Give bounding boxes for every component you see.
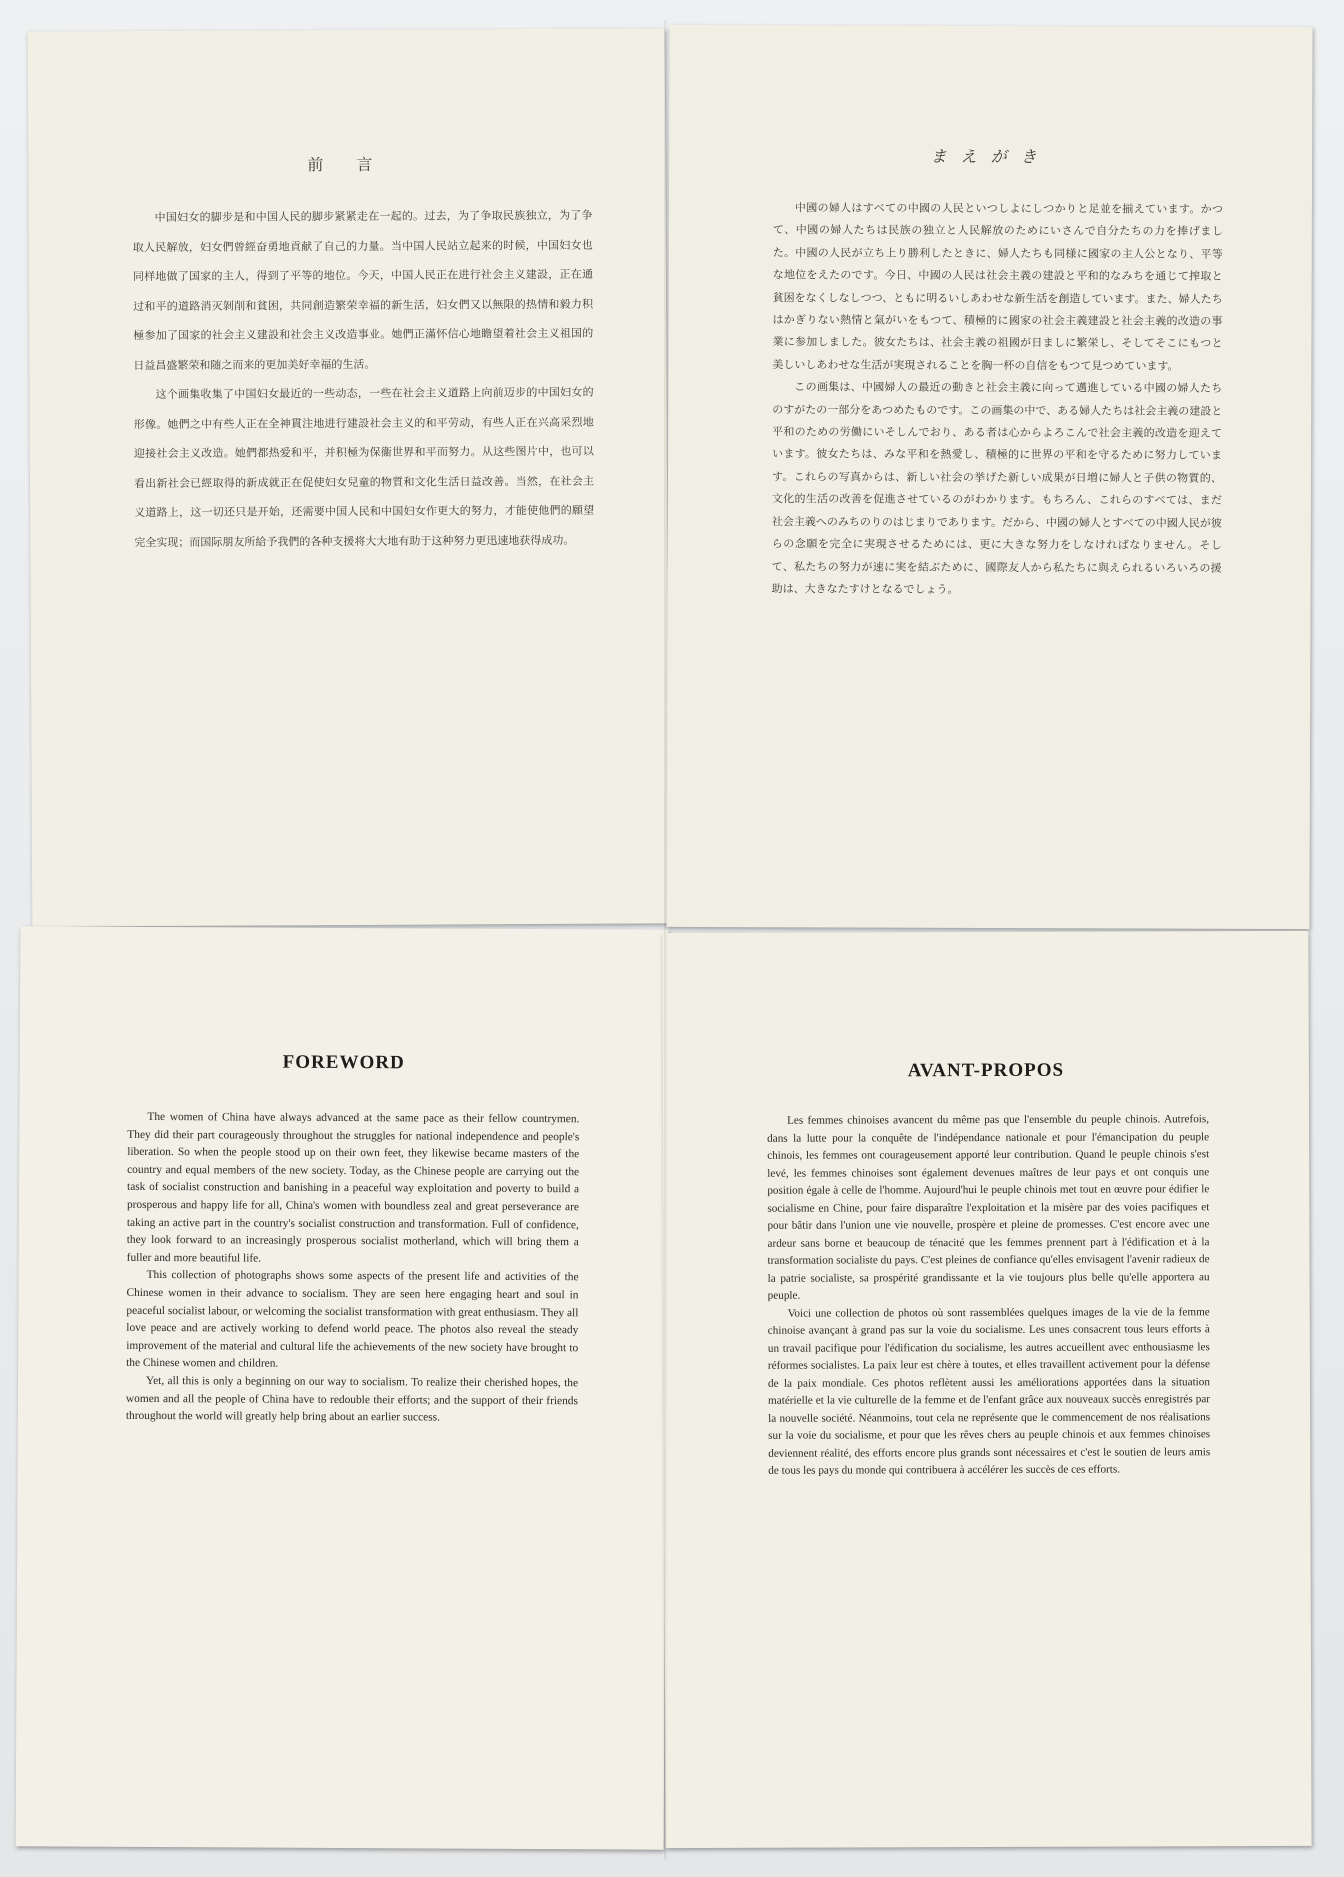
french-foreword-body (767, 1111, 1210, 1480)
english-foreword-page (16, 926, 669, 1849)
chinese-foreword-title: 前 言 (307, 154, 387, 175)
japanese-foreword-page (666, 25, 1312, 929)
japanese-foreword-body (772, 197, 1223, 602)
page-seam-shadow (664, 20, 668, 1860)
chinese-paragraph-2: 这个画集收集了中国妇女最近的一些动态，一些在社会主义道路上向前迈步的中国妇女的形像。她們之中有些人正在全神貫注地进行建設社会主义的和平劳动，有些人正在兴高采烈地迎接社会主义改造。她們都热爱和平，并积極为保衞世界和平而努力。从这些图片中，也可以看出新社会已經取得的新成就正在促使妇女兒童的物質和文化生活日益改善。当然，在社会主义道路上，这一切还只是开始，还需要中国人民和中国妇女作更大的努力，才能使他們的願望完全实现；而国际朋友所給予我們的各种支援将大大地有助于这种努力更迅速地获得成功。 (133, 385, 595, 549)
chinese-paragraph-1: 中国妇女的脚步是和中国人民的脚步紧紧走在一起的。过去，为了争取民族独立，为了争取人民解放，妇女們曾經奋勇地貢献了自己的力量。当中国人民站立起来的时候，中国妇女也同样地做了国家的主人，得到了平等的地位。今天，中国人民正在进行社会主义建設，正在通过和平的道路消灭剝削和貧困，共同創造繁荣幸福的新生活，妇女們又以無限的热情和毅力积極参加了国家的社会主义建設和社会主义改造事业。她們正滿怀信心地瞻望着社会主义祖国的日益昌盛繁荣和随之而来的更加美好幸福的生活。 (132, 208, 594, 372)
japanese-foreword-title: まえがき (930, 146, 1051, 167)
french-paragraph-2: Voici une collection de photos où sont rassemblées quelques images de la vie de la femme chinoise avançant à grand pas sur la voie du socialisme. Les unes consacrent tous leurs efforts à un travail pacifique pour l'édification du socialisme, les autres accueillent avec enthousiasme les réformes socialistes. La paix leur est chère à toutes, et elles travaillent activement pour la défense de la paix mondiale. Ces photos reflètent aussi les améliorations apportées dans la situation matérielle et la vie culturelle de la femme et de l'enfant grâce aux nouveaux succès enregistrés par la nouvelle société. Néanmoins, tout cela ne représente que le commencement de nos réalisations sur la voie du socialisme, et pour que les rêves chers au peuple chinois et aux femmes chinoises deviennent réalité, des efforts encore plus grands sont nécessaires et c'est le soutien de leurs amis de tous les pays du monde qui contribuera à accélérer les succès de ces efforts. (767, 1305, 1211, 1477)
english-foreword-title: FOREWORD (282, 1051, 405, 1074)
japanese-paragraph-1: 中國の婦人はすべての中國の人民といつしよにしつかりと足並を揃えています。かつて、中國の婦人たちは民族の独立と人民解放のためにいさんで自分たちの力を捧げました。中國の人民が立ち上り勝利したときに、婦人たちも同様に國家の主人公となり、平等な地位をえたのです。今日、中國の人民は社会主義の建設と平和的なみちを通じて搾取と貧困をなくしなしつつ、ともに明るいしあわせな新生活を創造しています。また、婦人たちはかぎりない熱情と氣がいをもつて、積極的に國家の社会主義建設と社会主義的改造の事業に参加しました。彼女たちは、社会主義の祖國が日ましに繁栄し、そしてそこにもつと美しいしあわせな生活が実現されることを胸一杯の自信をもつて見つめています。 (772, 201, 1223, 373)
chinese-foreword-page (28, 28, 670, 926)
french-paragraph-1: Les femmes chinoises avancent du même pas que l'ensemble du peuple chinois. Autrefois, dans la lutte pour la conquête de l'indépendance nationale et pour l'émancipation du peuple chinois, les femmes ont courageusement apporté leur contribution. Quand le peuple chinois s'est levé, les femmes chinoises sont également devenues maîtres de leur pays et ont conquis une position égale à celle de l'homme. Aujourd'hui le peuple chinois met tout en œuvre pour édifier le socialisme en Chine, pour faire disparaître l'exploitation et la misère par des voies pacifiques et pour bâtir dans l'union une vie nouvelle, prospère et pleine de promesses. C'est encore avec une ardeur sans borne et beaucoup de ténacité que les femmes prennent part à l'édification et à la transformation socialiste du pays. C'est pleines de confiance qu'elles envisagent l'avenir radieux de la patrie socialiste, sa prospérité grandissante et la vie toujours plus belle qu'elle apportera au peuple. (767, 1113, 1210, 1302)
japanese-paragraph-2: この画集は、中國婦人の最近の動きと社会主義に向って邁進している中國の婦人たちのすがたの一部分をあつめたものです。この画集の中で、ある婦人たちは社会主義の建設と平和のための労働にいそしんでおり、ある者は心からよろこんで社会主義的改造を迎えています。彼女たちは、みな平和を熱愛し、積極的に世界の平和を守るために努力しています。これらの写真からは、新しい社会の挙げた新しい成果が日増に婦人と子供の物質的、文化的生活の改善を促進させているのがわかります。もちろん、これらのすべては、まだ社会主義へのみちのりのはじまりであります。だから、中國の婦人とすべての中國人民が彼らの念願を完全に実現させるためには、更に大きな努力をしなければなりません。そして、私たちの努力が速に実を結ぶために、國際友人から私たちに與えられるいろいろの援助は、大きなたすけとなるでしょう。 (771, 380, 1223, 596)
french-foreword-title: AVANT-PROPOS (907, 1059, 1065, 1082)
chinese-foreword-body (133, 201, 595, 557)
english-paragraph-3: Yet, all this is only a beginning on our way to socialism. To realize their cherished hopes, the women and all the people of China have to redouble their efforts; and the support of their friends throughout the world will greatly help bring about an earlier success. (125, 1374, 579, 1424)
english-paragraph-2: This collection of photographs shows some aspects of the present life and activities of the Chinese women in their advance to socialism. They are seen here engaging heart and soul in peaceful socialist labour, or welcoming the socialist transformation with great enthusiasm. They all love peace and are actively working to defend world peace. The photos also reveal the steady improvement of the material and cultural life the achievements of the new society have brought to the Chinese women and children. (126, 1269, 579, 1370)
english-paragraph-1: The women of China have always advanced at the same pace as their fellow countrymen. They did their part courageously throughout the struggles for national independence and people's liberation. So when the people stood up on their own feet, they likewise became masters of the country and equal members of the new society. Today, as the Chinese people are carrying out the task of socialist construction and banishing in a peaceful way exploitation and poverty to build a prosperous and happy life for all, China's women with boundless zeal and great perseverance are taking an active part in the country's socialist construction and transformation. Full of confidence, they look forward to an increasingly prosperous socialist motherland, which will bring them a fuller and more beautiful life. (126, 1110, 580, 1265)
english-foreword-body (126, 1109, 580, 1428)
french-foreword-page (662, 931, 1311, 1848)
